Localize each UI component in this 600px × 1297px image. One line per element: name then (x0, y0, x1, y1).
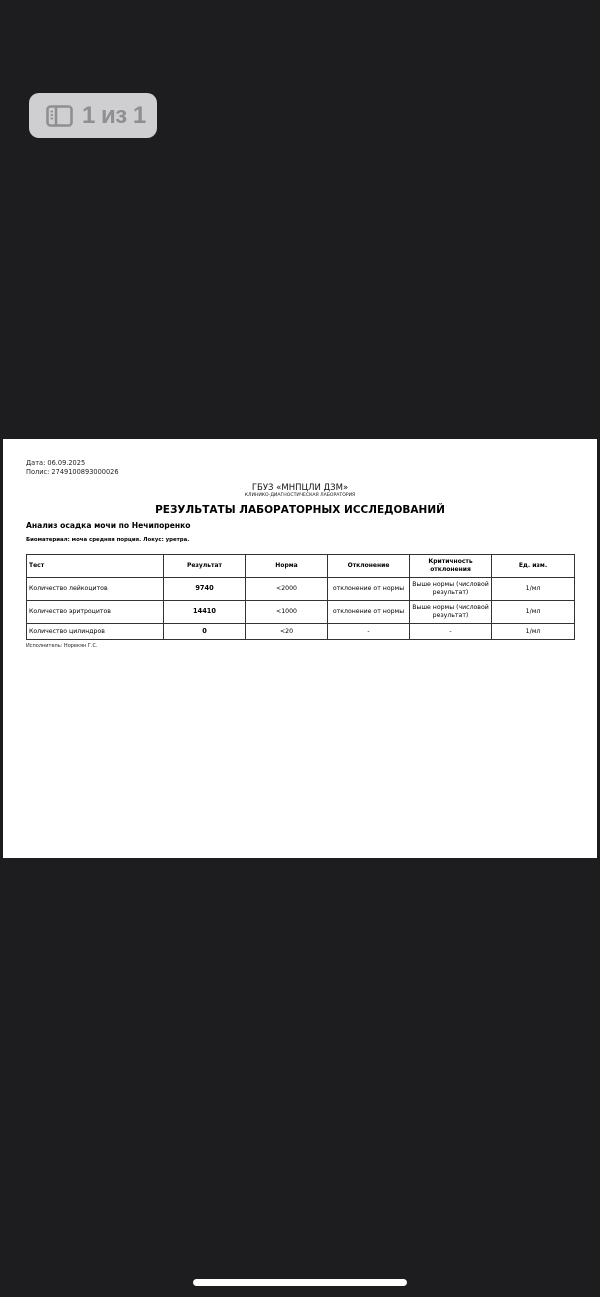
header-criticality: Критичность отклонения (410, 555, 492, 578)
home-indicator[interactable] (193, 1279, 407, 1286)
analysis-name: Анализ осадка мочи по Нечипоренко (26, 521, 191, 530)
cell-norm: <20 (246, 624, 328, 640)
cell-result: 14410 (164, 601, 246, 624)
org-name: ГБУЗ «МНПЦЛИ ДЗМ» (251, 483, 349, 493)
cell-criticality: Выше нормы (числовой результат) (410, 578, 492, 601)
policy-text: Полис: 2749100893000026 (26, 468, 119, 476)
header-deviation: Отклонение (328, 555, 410, 578)
cell-norm: <2000 (246, 578, 328, 601)
cell-deviation: отклонение от нормы (328, 578, 410, 601)
cell-test: Количество лейкоцитов (27, 578, 164, 601)
document-title: РЕЗУЛЬТАТЫ ЛАБОРАТОРНЫХ ИССЛЕДОВАНИЙ (155, 504, 445, 516)
date-text: Дата: 06.09.2025 (26, 459, 86, 467)
cell-result: 9740 (164, 578, 246, 601)
page-indicator[interactable] (29, 93, 157, 138)
table-row (27, 624, 575, 640)
cell-result: 0 (164, 624, 246, 640)
sidebar-icon (46, 105, 73, 127)
table-row (27, 601, 575, 624)
cell-unit: 1/мл (492, 601, 575, 624)
document-page (3, 439, 597, 858)
biomaterial-text: Биоматериал: моча средняя порция. Локус: уретра. (26, 537, 190, 543)
page-count: 1 из 1 (82, 101, 146, 129)
results-table (26, 554, 575, 640)
table-row (27, 578, 575, 601)
table-header-row (27, 555, 575, 578)
cell-unit: 1/мл (492, 578, 575, 601)
cell-criticality: - (410, 624, 492, 640)
header-norm: Норма (246, 555, 328, 578)
cell-deviation: отклонение от нормы (328, 601, 410, 624)
cell-criticality: Выше нормы (числовой результат) (410, 601, 492, 624)
header-test: Тест (27, 555, 164, 578)
org-subtitle: КЛИНИКО-ДИАГНОСТИЧЕСКАЯ ЛАБОРАТОРИЯ (244, 493, 356, 498)
cell-unit: 1/мл (492, 624, 575, 640)
executor-text: Исполнитель: Норекян Г.С. (26, 643, 98, 649)
cell-deviation: - (328, 624, 410, 640)
cell-norm: <1000 (246, 601, 328, 624)
header-unit: Ед. изм. (492, 555, 575, 578)
header-result: Результат (164, 555, 246, 578)
document-meta (26, 459, 119, 477)
cell-test: Количество эритроцитов (27, 601, 164, 624)
cell-test: Количество цилиндров (27, 624, 164, 640)
